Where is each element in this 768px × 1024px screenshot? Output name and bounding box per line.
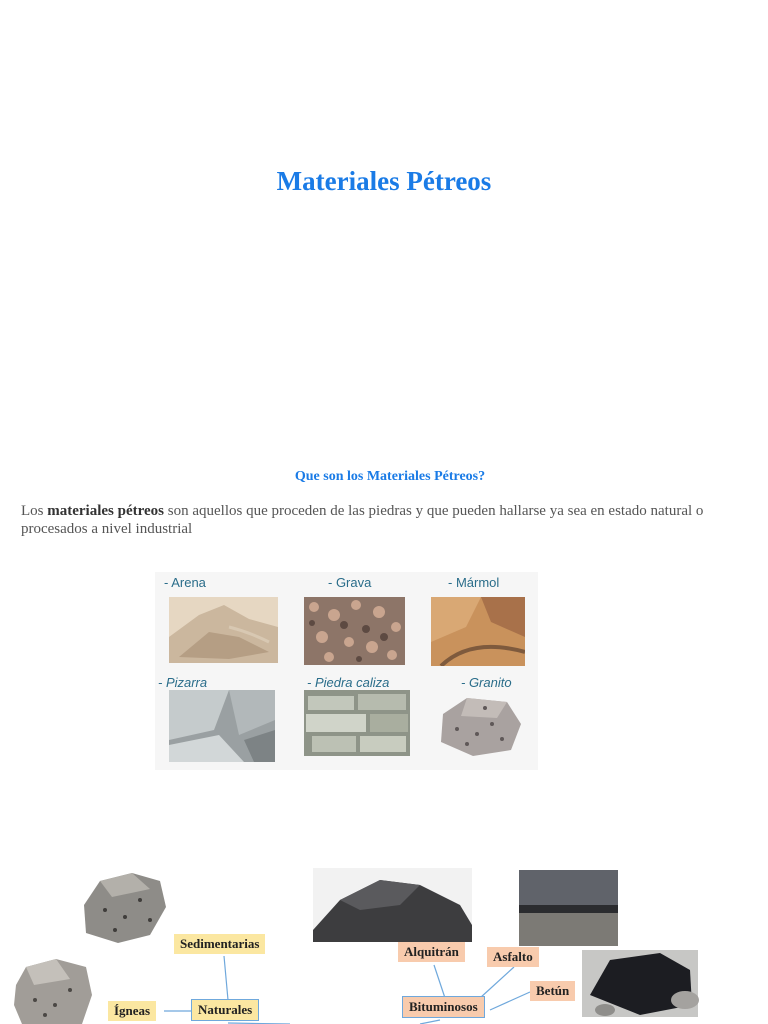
node-alquitran: Alquitrán [398,942,465,962]
node-sedimentarias: Sedimentarias [174,934,265,954]
node-asfalto: Asfalto [487,947,539,967]
paragraph-prefix: Los [21,503,48,519]
node-bituminosos: Bituminosos [402,996,485,1018]
stone-types-collage [155,572,538,770]
page-title: Materiales Pétreos [276,166,492,196]
arena-photo [169,597,278,663]
pizarra-photo [169,690,275,762]
concept-map-graphics [0,855,768,1024]
granite-rock-image [84,873,166,943]
paragraph-suffix: son aquellos que proceden de las piedras y que pueden hallarse ya sea en estado natural o procesados a nivel industrial [21,503,704,537]
bitumen-image [582,950,699,1017]
caption-pizarra: - Pizarra [158,675,208,690]
caption-marmol: - Mármol [448,575,500,590]
caption-granito: - Granito [461,675,512,690]
asphalt-pile-image [313,868,472,942]
section-heading: Que son los Materiales Pétreos? [294,469,486,484]
grava-photo [304,597,405,665]
caption-piedra-caliza: - Piedra caliza [307,675,390,690]
asphalt-layer-image [519,870,618,946]
caption-arena: - Arena [164,575,206,590]
marmol-photo [431,597,525,666]
granite-rock-image-2 [14,959,92,1024]
node-betun: Betún [530,981,575,1001]
intro-paragraph [21,502,721,538]
granito-photo [437,694,523,758]
paragraph-bold-term: materiales pétreos [47,503,165,519]
node-naturales: Naturales [191,999,259,1021]
node-igneas: Ígneas [108,1001,156,1021]
piedra-caliza-photo [304,690,410,756]
caption-grava: - Grava [328,575,372,590]
